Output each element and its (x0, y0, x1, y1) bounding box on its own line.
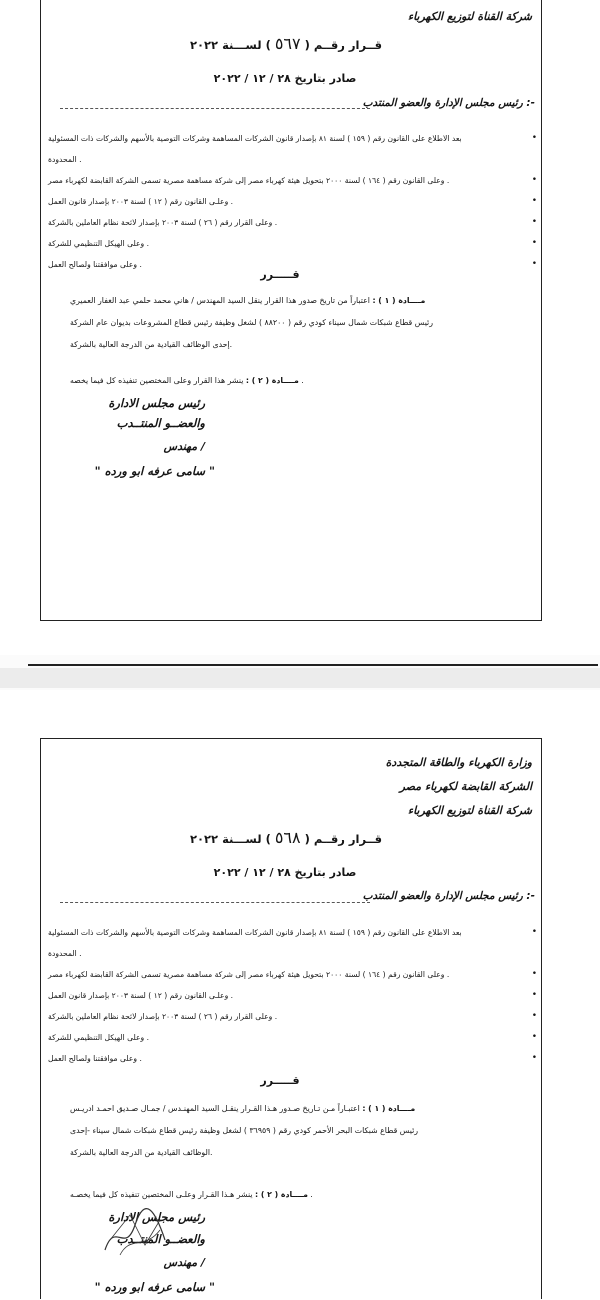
issue-date: صادر بتاريخ ٢٨ / ١٢ / ٢٠٢٢ (213, 866, 357, 879)
decree-title: قــرار رقــم ( ٥٦٨ ) لســـنة ٢٠٢٢ (190, 828, 383, 847)
signature-scribble (100, 1200, 170, 1260)
preamble-item: • بعد الاطلاع على القانون رقم ( ١٥٩ ) لسنة ٨١ بإصدار قانون الشركات المساهمة وشركات التوصية بالأسهم والشركات ذات المسئولية (48, 922, 526, 943)
article-2-text: ينشر هـذا القـرار وعلـى المختصين تنفيذه كل فيما يخصـه . (70, 1190, 313, 1199)
page-gap (0, 668, 600, 688)
preamble-item: • وعلـى القانون رقم ( ١٢ ) لسنة ٢٠٠٣ بإصدار قانون العمل . (48, 191, 526, 212)
chair-heading: رئيس مجلس الإدارة والعضو المنتدب :- (362, 890, 535, 902)
article-1-line: الوظائف القيادية من الدرجة العالية بالشركة. (70, 1148, 213, 1157)
document-page-2 (0, 690, 600, 1300)
preamble-item: • وعلى القانون رقم ( ١٦٤ ) لسنة ٢٠٠٠ بتحويل هيئة كهرباء مصر إلى شركة مساهمة مصرية تسمى الشركة القابضة لكهرباء مصر . (48, 964, 526, 985)
signatory-title: رئيس مجلس الادارة (108, 1210, 205, 1224)
preamble-item: المحدودة . (48, 155, 82, 164)
preamble-list (48, 922, 538, 1069)
decree-number: ٥٦٧ (274, 34, 301, 53)
preamble-item: • وعلى القانون رقم ( ١٦٤ ) لسنة ٢٠٠٠ بتحويل هيئة كهرباء مصر إلى شركة مساهمة مصرية تسمى الشركة القابضة لكهرباء مصر . (48, 170, 526, 191)
issue-date: صادر بتاريخ ٢٨ / ١٢ / ٢٠٢٢ (213, 72, 357, 85)
engineer-label: مهندس / (163, 1256, 205, 1269)
chair-heading: رئيس مجلس الإدارة والعضو المنتدب :- (362, 97, 535, 109)
decided-heading: قـــــرر (260, 1074, 300, 1087)
article-1-line: رئيس قطاع شبكات شمال سيناء كودي رقم ( ٨٨٢٠٠ ) لشغل وظيفة رئيس قطاع المشروعات بديوان عام الشركة (70, 318, 433, 327)
article-1-line: اعتباراً من تاريخ صدور هذا القرار ينقل السيد المهندس / هاني محمد حلمي عبد الغفار العميري (70, 296, 370, 305)
preamble-item: • وعلى موافقتنا ولصالح العمل . (48, 1048, 526, 1069)
preamble-item: • وعلى موافقتنا ولصالح العمل . (48, 254, 526, 275)
article-1-label: مــــادة ( ١ ) : (362, 1104, 416, 1113)
article-2-text: ينشر هذا القرار وعلى المختصين تنفيذه كل فيما يخصه . (70, 376, 304, 385)
page-divider (28, 664, 598, 666)
heading-underline (60, 108, 370, 109)
holding-company: الشركة القابضة لكهرباء مصر (399, 780, 532, 793)
org-name: شركة القناة لتوزيع الكهرباء (407, 804, 532, 817)
decree-year: لســـنة ٢٠٢٢ (190, 38, 262, 52)
signatory-title-2: والعضــو المنتــدب (116, 416, 205, 430)
preamble-item: • وعلى الهيكل التنظيمي للشركة . (48, 1027, 526, 1048)
article-1-label: مــــادة ( ١ ) : (372, 296, 426, 305)
decree-year: لســـنة ٢٠٢٢ (190, 832, 262, 846)
article-1 (70, 1098, 540, 1164)
signatory-title: رئيس مجلس الادارة (108, 396, 205, 410)
preamble-item: • وعلى القرار رقم ( ٢٦ ) لسنة ٢٠٠٣ بإصدار لائحة نظام العاملين بالشركة . (48, 1006, 526, 1027)
decided-heading: قـــــرر (260, 268, 300, 281)
ministry-name: وزارة الكهرباء والطاقة المتجددة (385, 756, 532, 769)
preamble-item: • بعد الاطلاع على القانون رقم ( ١٥٩ ) لسنة ٨١ بإصدار قانون الشركات المساهمة وشركات التوصية بالأسهم والشركات ذات المسئولية (48, 128, 526, 149)
article-2 (70, 370, 540, 392)
preamble-item: • وعلى الهيكل التنظيمي للشركة . (48, 233, 526, 254)
article-2-label: مــــادة ( ٢ ) : (245, 376, 299, 385)
article-2-label: مــــادة ( ٢ ) : (255, 1190, 308, 1199)
preamble-item: • وعلى القرار رقم ( ٢٦ ) لسنة ٢٠٠٣ بإصدار لائحة نظام العاملين بالشركة . (48, 212, 526, 233)
decree-label: قــرار رقــم (313, 832, 383, 846)
engineer-label: مهندس / (163, 440, 205, 453)
signatory-name: " سامى عرفه ابو ورده " (94, 464, 215, 478)
article-1-line: إحدى الوظائف القيادية من الدرجة العالية بالشركة. (70, 340, 233, 349)
decree-label: قــرار رقــم (313, 38, 383, 52)
article-1-line: اعتبـاراً مـن تـاريخ صـدور هـذا القـرار ينقـل السيد المهنـدس / جمـال صـديق احمـد ادريـس (70, 1104, 360, 1113)
signatory-name: " سامى عرفه ابو ورده " (94, 1280, 215, 1294)
decree-title: قــرار رقــم ( ٥٦٧ ) لســـنة ٢٠٢٢ (190, 34, 383, 53)
preamble-item: المحدودة . (48, 949, 82, 958)
decree-number: ٥٦٨ (274, 828, 301, 847)
signatory-title-2: والعضــو المنتــدب (116, 1232, 205, 1246)
article-1-line: رئيس قطاع شبكات البحر الأحمر كودي رقم ( ٣٦٩٥٩ ) لشغل وظيفة رئيس قطاع شبكات شمال سيناء -إحدى (70, 1126, 419, 1135)
preamble-list (48, 128, 538, 275)
preamble-item: • وعلـى القانون رقم ( ١٢ ) لسنة ٢٠٠٣ بإصدار قانون العمل . (48, 985, 526, 1006)
org-name: شركة القناة لتوزيع الكهرباء (407, 10, 532, 23)
heading-underline (60, 902, 370, 903)
article-1 (70, 290, 540, 356)
